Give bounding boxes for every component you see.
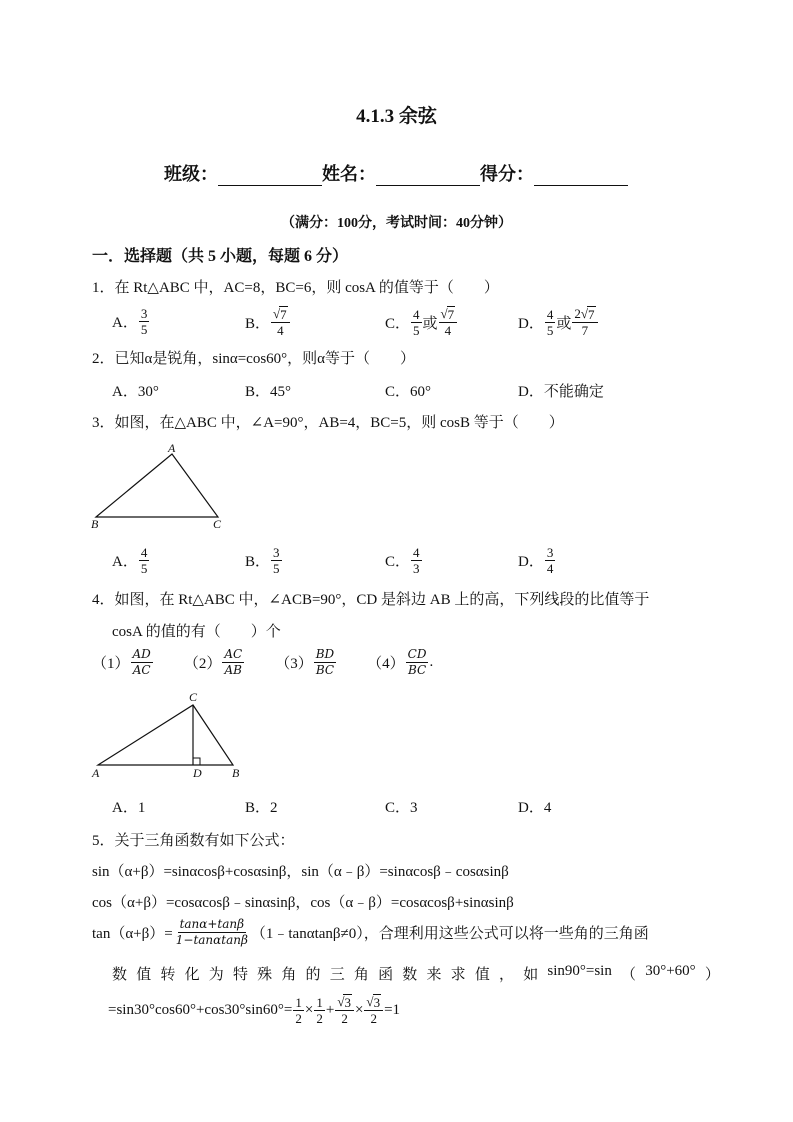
student-info-line (164, 160, 628, 186)
tan-fraction: $\frac{\tan\alpha+\tan\beta}{1-\tan\alpha\tan\beta}$ (175, 917, 248, 947)
q3-triangle-figure (88, 440, 238, 535)
q4-option-a: A．1 (112, 800, 146, 816)
q1-option-b (245, 306, 291, 338)
question-4-stem-line1: 4．如图，在 Rt△ABC 中，∠ACB=90°，CD 是斜边 AB 上的高，下列线段的比值等于 (92, 592, 650, 608)
fraction: $\frac{4}{5}$ (546, 306, 554, 338)
vertex-label-c: C (213, 517, 222, 531)
q1-option-d (518, 306, 599, 338)
score-label: 得分： (480, 164, 534, 184)
ratio-fraction: $\frac{AD}{AC}$ (132, 647, 151, 677)
vertex-label-a: A (92, 766, 100, 780)
question-4-stem-line2: cosA 的值的有（ ）个 (112, 624, 281, 640)
fraction: √ 3 2 (335, 994, 354, 1026)
fraction: $\frac{4}{3}$ (413, 545, 420, 576)
fraction: $\frac{3}{5}$ (140, 306, 148, 337)
sqrt-icon: √ (366, 994, 374, 1009)
q3-option-d (518, 545, 556, 576)
q3-option-c (385, 545, 423, 576)
formula-cos: cos（α+β）=cosαcosβ﹣sinαsinβ，cos（α﹣β）=cosαcosβ+sinαsinβ (92, 895, 514, 911)
option-label: A． (112, 554, 138, 570)
fraction: $\frac{1}{2}$ (295, 994, 302, 1026)
sqrt-icon: √ (580, 306, 588, 321)
question-5-stem: 5．关于三角函数有如下公式： (92, 833, 295, 849)
exam-note: （满分：100分，考试时间：40分钟） (281, 216, 512, 231)
fraction: $\frac{4}{5}$ (140, 545, 148, 576)
fraction: $\frac{1}{2}$ (316, 994, 323, 1026)
option-label: C． (385, 554, 411, 570)
vertex-label-a: A (168, 441, 176, 455)
q3-option-b (245, 545, 283, 576)
q1-option-c (385, 306, 458, 338)
class-blank (218, 165, 322, 186)
fraction: √ 3 2 (364, 994, 383, 1026)
fraction: $\frac{4}{5}$ (413, 306, 420, 338)
ratio-label: （4） (367, 656, 405, 672)
or-text: 或 (422, 315, 438, 332)
name-label: 姓名： (322, 164, 376, 184)
option-label: B． (245, 315, 271, 332)
formula-sin: sin（α+β）=sinαcosβ+cosαsinβ，sin（α﹣β）=sinαcosβ﹣cosαsinβ (92, 864, 509, 880)
ratio-label: （3） (275, 656, 313, 672)
vertex-label-b: B (91, 517, 99, 531)
page-title: 4.1.3 余弦 (356, 106, 437, 127)
fraction: √ 7 4 (439, 306, 458, 338)
class-label: 班级： (164, 164, 218, 184)
formula-tan: tan（α+β）= $\frac{\tan\alpha+\tan\beta}{1-\tan\alpha\tan\beta}$ （1﹣tanαtanβ≠0），合理利用这些公式可以将一些角的三角函 (92, 917, 649, 947)
q4-option-b: B．2 (245, 800, 278, 816)
q4-ratio-list (92, 647, 433, 678)
option-label: A． (112, 315, 138, 331)
option-label: D． (518, 315, 544, 332)
name-blank (376, 165, 480, 186)
q2-option-a: A．30° (112, 384, 159, 400)
vertex-label-c: C (189, 690, 198, 704)
q1-option-a (112, 306, 150, 337)
q4-option-d: D．4 (518, 800, 552, 816)
vertex-label-d: D (193, 766, 202, 780)
q5-example-line: 数 值 转 化 为 特 殊 角 的 三 角 函 数 来 求 值 ， 如 sin90°=sin （ 30°+60° ） (112, 963, 720, 983)
score-blank (534, 165, 628, 186)
q2-option-b: B．45° (245, 384, 292, 400)
vertex-label-b: B (232, 766, 240, 780)
sqrt-icon: √ (273, 306, 281, 321)
or-text: 或 (556, 315, 572, 332)
question-1-stem: 1．在 Rt△ABC 中，AC=8，BC=6，则 cosA 的值等于（ ） (92, 280, 499, 296)
sqrt-icon: √ (440, 306, 448, 321)
ratio-label: （2） (183, 656, 222, 672)
triangle-abc (98, 705, 233, 765)
fraction: $\frac{3}{4}$ (546, 545, 554, 576)
section-heading: 一．选择题（共 5 小题，每题 6 分） (92, 248, 349, 265)
fraction: 2 √ 7 7 (572, 306, 597, 338)
q3-option-a (112, 545, 150, 576)
question-2-stem: 2．已知α是锐角，sinα=cos60°，则α等于（ ） (92, 351, 416, 367)
fraction: √ 7 4 (271, 306, 290, 338)
ratio-fraction: $\frac{BD}{BC}$ (315, 647, 335, 677)
ratio-label: （1） (92, 656, 130, 672)
q2-option-c: C．60° (385, 384, 432, 400)
sqrt-icon: √ (337, 994, 345, 1009)
q4-option-c: C．3 (385, 800, 418, 816)
fraction: $\frac{3}{5}$ (273, 545, 280, 576)
q2-option-d: D．不能确定 (518, 384, 604, 400)
ratio-fraction: $\frac{CD}{BC}$ (407, 647, 427, 677)
q4-triangle-figure (88, 688, 248, 783)
q5-example-result: =sin30°cos60°+cos30°sin60°= $\frac{1}{2}$ × $\frac{1}{2}$ + √ 3 2 × √ 3 2 =1 (108, 994, 401, 1026)
question-3-stem: 3．如图，在△ABC 中，∠A=90°，AB=4，BC=5，则 cosB 等于（ ） (92, 415, 564, 431)
option-label: B． (245, 554, 271, 570)
option-label: C． (385, 315, 411, 332)
triangle-abc (96, 454, 218, 517)
end-period: . (429, 654, 434, 670)
right-angle-mark (193, 758, 200, 765)
ratio-fraction: $\frac{AC}{AB}$ (224, 647, 243, 677)
option-label: D． (518, 554, 544, 570)
